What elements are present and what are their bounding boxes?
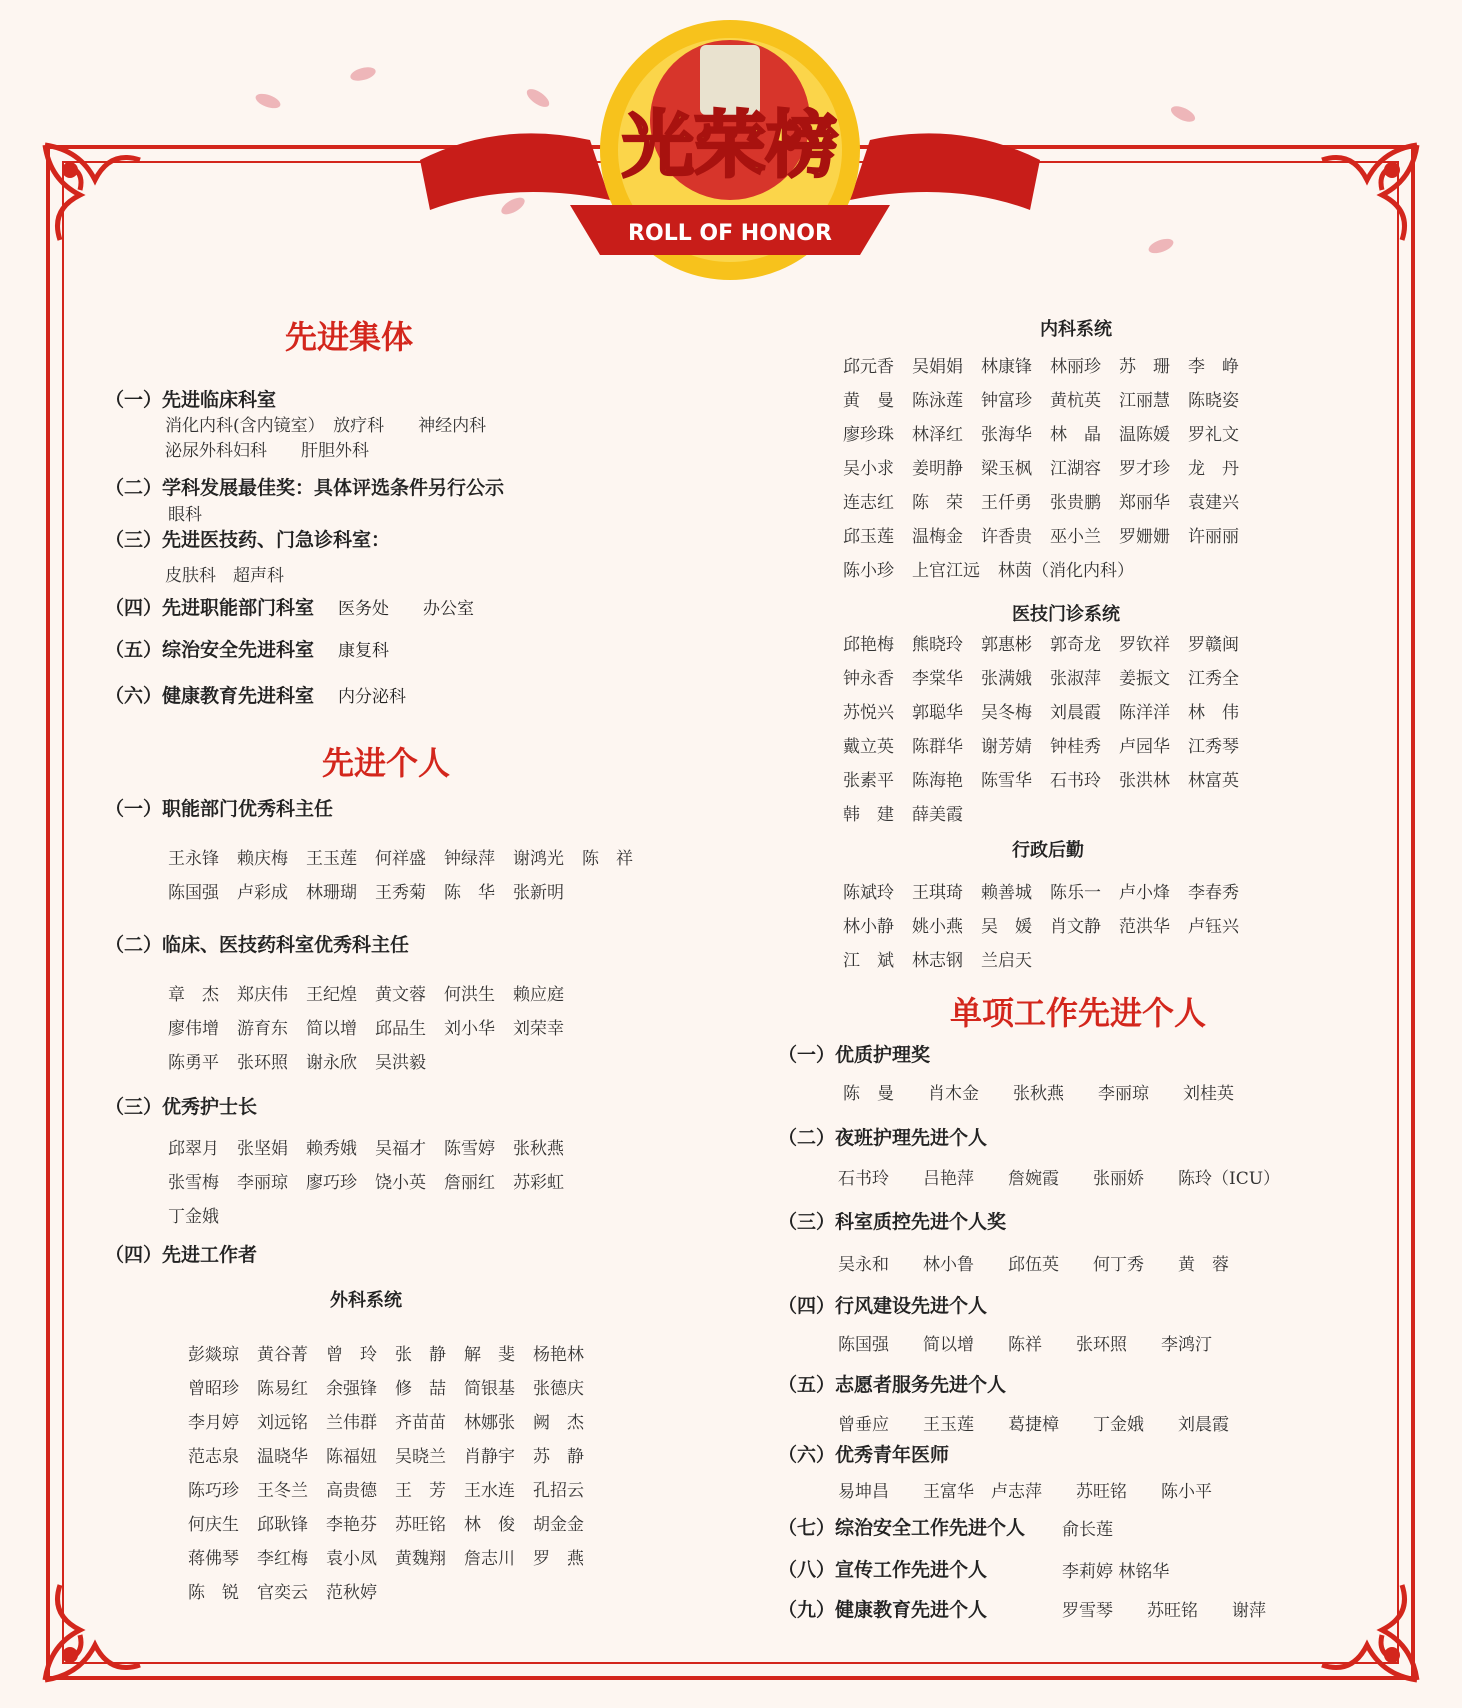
person-name: 赖善城 [981, 883, 1032, 903]
person-name: 邱元香 [843, 357, 894, 377]
person-name: 王冬兰 [257, 1481, 308, 1501]
person-name: 姜振文 [1119, 669, 1170, 689]
person-name: 陈 锐 [188, 1583, 239, 1603]
person-name: 江秀琴 [1188, 737, 1239, 757]
name-row [188, 1340, 602, 1374]
person-name: 简银基 [464, 1379, 515, 1399]
name-row [168, 878, 651, 912]
person-name: 林 伟 [1188, 703, 1239, 723]
person-name: 张秋燕 [513, 1139, 564, 1159]
name-row [188, 1578, 602, 1612]
surgery-names [188, 1340, 602, 1612]
person-name: 张洪林 [1119, 771, 1170, 791]
person-name: 王 芳 [395, 1481, 446, 1501]
person-name: 王永锋 [168, 849, 219, 869]
person-name: 邱品生 [375, 1019, 426, 1039]
c6-title: （六）健康教育先进科室 内分泌科 [105, 685, 407, 707]
person-name: 罗才珍 [1119, 459, 1170, 479]
person-name: 熊晓玲 [912, 635, 963, 655]
tech-names [843, 630, 1257, 834]
person-name: 邱耿锋 [257, 1515, 308, 1535]
s6-line: 易坤昌 王富华 卢志萍 苏旺铭 陈小平 [838, 1482, 1212, 1502]
person-name: 王仟勇 [981, 493, 1032, 513]
person-name: 陈 祥 [582, 849, 633, 869]
person-name: 胡金金 [533, 1515, 584, 1535]
name-row [843, 630, 1257, 664]
person-name: 姚小燕 [912, 917, 963, 937]
roll-of-honor-banner [420, 10, 1040, 290]
name-row [843, 386, 1257, 420]
person-name: 卢钰兴 [1188, 917, 1239, 937]
single-title: 单项工作先进个人 [950, 994, 1207, 1032]
person-name: 林小静 [843, 917, 894, 937]
person-name: 袁小凤 [326, 1549, 377, 1569]
person-name: 李丽琼 [237, 1173, 288, 1193]
i2-names [168, 980, 582, 1082]
name-row [843, 946, 1257, 980]
banner-subtitle: ROLL OF HONOR [628, 221, 832, 246]
s3-line: 吴永和 林小鲁 邱伍英 何丁秀 黄 蓉 [838, 1255, 1229, 1275]
person-name: 谢永欣 [306, 1053, 357, 1073]
corner-ornament-top-left [40, 140, 150, 250]
person-name: 官奕云 [257, 1583, 308, 1603]
person-name: 余强锋 [326, 1379, 377, 1399]
person-name: 李艳芬 [326, 1515, 377, 1535]
s8-inline: 李莉婷 林铭华 [1062, 1562, 1170, 1582]
person-name: 石书玲 [1050, 771, 1101, 791]
i3-title: （三）优秀护士长 [105, 1096, 258, 1118]
person-name: 廖珍珠 [843, 425, 894, 445]
person-name: 陈斌玲 [843, 883, 894, 903]
name-row [843, 420, 1257, 454]
s5-line: 曾垂应 王玉莲 葛捷樟 丁金娥 刘晨霞 [838, 1415, 1229, 1435]
person-name: 刘远铭 [257, 1413, 308, 1433]
person-name: 张环照 [237, 1053, 288, 1073]
person-name: 吴小求 [843, 459, 894, 479]
person-name: 黄魏翔 [395, 1549, 446, 1569]
name-row [843, 698, 1257, 732]
person-name: 林娜张 [464, 1413, 515, 1433]
person-name: 吴娟娟 [912, 357, 963, 377]
person-name: 林志钢 [912, 951, 963, 971]
person-name: 饶小英 [375, 1173, 426, 1193]
person-name: 孔招云 [533, 1481, 584, 1501]
person-name: 谢芳婧 [981, 737, 1032, 757]
person-name: 张贵鹏 [1050, 493, 1101, 513]
person-name: 赖应庭 [513, 985, 564, 1005]
name-row [843, 352, 1257, 386]
person-name: 王琪琦 [912, 883, 963, 903]
person-name: 苏旺铭 [395, 1515, 446, 1535]
person-name: 巫小兰 [1050, 527, 1101, 547]
person-name: 高贵德 [326, 1481, 377, 1501]
person-name: 刘小华 [444, 1019, 495, 1039]
person-name: 李 峥 [1188, 357, 1239, 377]
person-name: 林丽珍 [1050, 357, 1101, 377]
c6-inline: 内分泌科 [338, 687, 407, 707]
person-name: 林 晶 [1050, 425, 1101, 445]
name-row [843, 800, 1257, 834]
s6-title: （六）优秀青年医师 [778, 1444, 950, 1466]
s7-title: （七）综治安全工作先进个人 [778, 1517, 1026, 1539]
person-name: 张淑萍 [1050, 669, 1101, 689]
s9-title: （九）健康教育先进个人 [778, 1599, 988, 1621]
c5-inline: 康复科 [338, 641, 390, 661]
s5-title: （五）志愿者服务先进个人 [778, 1374, 1007, 1396]
person-name: 齐苗苗 [395, 1413, 446, 1433]
person-name: 廖伟增 [168, 1019, 219, 1039]
person-name: 詹志川 [464, 1549, 515, 1569]
person-name: 钟永香 [843, 669, 894, 689]
petal-decoration [349, 65, 377, 83]
person-name: 林茵（消化内科） [998, 561, 1134, 581]
s2-line: 石书玲 吕艳萍 詹婉霞 张丽娇 陈玲（ICU） [838, 1169, 1281, 1189]
person-name: 赖庆梅 [237, 849, 288, 869]
person-name: 杨艳林 [533, 1345, 584, 1365]
person-name: 郭奇龙 [1050, 635, 1101, 655]
person-name: 戴立英 [843, 737, 894, 757]
person-name: 张德庆 [533, 1379, 584, 1399]
person-name: 温陈媛 [1119, 425, 1170, 445]
s7-inline: 俞长莲 [1062, 1520, 1113, 1540]
person-name: 卢彩成 [237, 883, 288, 903]
person-name: 刘晨霞 [1050, 703, 1101, 723]
person-name: 陈群华 [912, 737, 963, 757]
person-name: 王玉莲 [306, 849, 357, 869]
s2-title: （二）夜班护理先进个人 [778, 1127, 988, 1149]
person-name: 吴洪毅 [375, 1053, 426, 1073]
person-name: 曾 玲 [326, 1345, 377, 1365]
name-row [168, 1014, 582, 1048]
i1-title: （一）职能部门优秀科主任 [105, 798, 334, 820]
name-row [188, 1442, 602, 1476]
person-name: 丁金娥 [168, 1207, 219, 1227]
person-name: 游育东 [237, 1019, 288, 1039]
person-name: 吴福才 [375, 1139, 426, 1159]
c1-title: （一）先进临床科室 [105, 389, 277, 411]
person-name: 李春秀 [1188, 883, 1239, 903]
ribbon-right [850, 133, 1040, 210]
person-name: 韩 建 [843, 805, 894, 825]
person-name: 梁玉枫 [981, 459, 1032, 479]
name-row [843, 766, 1257, 800]
person-name: 张素平 [843, 771, 894, 791]
name-row [168, 980, 582, 1014]
person-name: 邱玉莲 [843, 527, 894, 547]
person-name: 陈福妞 [326, 1447, 377, 1467]
person-name: 罗礼文 [1188, 425, 1239, 445]
person-name: 卢小烽 [1119, 883, 1170, 903]
person-name: 彭燚琼 [188, 1345, 239, 1365]
person-name: 邱翠月 [168, 1139, 219, 1159]
s3-title: （三）科室质控先进个人奖 [778, 1211, 1007, 1233]
person-name: 刘荣幸 [513, 1019, 564, 1039]
petal-decoration [254, 91, 283, 111]
person-name: 陈勇平 [168, 1053, 219, 1073]
s9-inline: 罗雪琴 苏旺铭 谢萍 [1062, 1601, 1266, 1621]
person-name: 姜明静 [912, 459, 963, 479]
person-name: 李棠华 [912, 669, 963, 689]
person-name: 林 俊 [464, 1515, 515, 1535]
person-name: 兰伟群 [326, 1413, 377, 1433]
c1-line1: 消化内科(含内镜室） 放疗科 神经内科 [165, 416, 487, 436]
person-name: 陈洋洋 [1119, 703, 1170, 723]
person-name: 张海华 [981, 425, 1032, 445]
person-name: 章 杰 [168, 985, 219, 1005]
person-name: 陈易红 [257, 1379, 308, 1399]
s4-line: 陈国强 简以增 陈祥 张环照 李鸿汀 [838, 1335, 1212, 1355]
banner-title: 光荣榜 [621, 103, 839, 187]
corner-ornament-top-right [1312, 140, 1422, 250]
person-name: 范秋婷 [326, 1583, 377, 1603]
name-row [168, 1134, 582, 1168]
corner-ornament-bottom-right [1312, 1575, 1422, 1685]
person-name: 黄谷菁 [257, 1345, 308, 1365]
person-name: 何祥盛 [375, 849, 426, 869]
s4-title: （四）行风建设先进个人 [778, 1295, 988, 1317]
person-name: 谢鸿光 [513, 849, 564, 869]
person-name: 钟绿萍 [444, 849, 495, 869]
name-row [188, 1510, 602, 1544]
s1-line: 陈 曼 肖木金 张秋燕 李丽琼 刘桂英 [843, 1084, 1234, 1104]
admin-names [843, 878, 1257, 980]
person-name: 张坚娟 [237, 1139, 288, 1159]
person-name: 吴 媛 [981, 917, 1032, 937]
person-name: 林富英 [1188, 771, 1239, 791]
name-row [843, 454, 1257, 488]
name-row [843, 488, 1257, 522]
person-name: 陈雪婷 [444, 1139, 495, 1159]
person-name: 温晓华 [257, 1447, 308, 1467]
person-name: 郑丽华 [1119, 493, 1170, 513]
person-name: 罗钦祥 [1119, 635, 1170, 655]
person-name: 陈小珍 [843, 561, 894, 581]
name-row [188, 1408, 602, 1442]
person-name: 许香贵 [981, 527, 1032, 547]
c5-title: （五）综治安全先进科室 康复科 [105, 639, 390, 661]
name-row [168, 1202, 582, 1236]
person-name: 李月婷 [188, 1413, 239, 1433]
person-name: 陈国强 [168, 883, 219, 903]
name-row [168, 1048, 582, 1082]
name-row [843, 522, 1257, 556]
person-name: 陈海艳 [912, 771, 963, 791]
i3-names [168, 1134, 582, 1236]
person-name: 曾昭珍 [188, 1379, 239, 1399]
c4-inline: 医务处 办公室 [338, 599, 475, 619]
person-name: 詹丽红 [444, 1173, 495, 1193]
person-name: 郑庆伟 [237, 985, 288, 1005]
person-name: 肖静宇 [464, 1447, 515, 1467]
person-name: 林泽红 [912, 425, 963, 445]
admin-title: 行政后勤 [1012, 840, 1084, 861]
person-name: 陈乐一 [1050, 883, 1101, 903]
name-row [843, 912, 1257, 946]
name-row [188, 1374, 602, 1408]
person-name: 解 斐 [464, 1345, 515, 1365]
name-row [168, 844, 651, 878]
name-row [188, 1544, 602, 1578]
petal-decoration [1169, 103, 1198, 125]
name-row [843, 878, 1257, 912]
person-name: 陈泳莲 [912, 391, 963, 411]
person-name: 钟桂秀 [1050, 737, 1101, 757]
person-name: 许丽丽 [1188, 527, 1239, 547]
person-name: 苏彩虹 [513, 1173, 564, 1193]
internal-names [843, 352, 1257, 590]
person-name: 卢园华 [1119, 737, 1170, 757]
person-name: 阙 杰 [533, 1413, 584, 1433]
ribbon-left [420, 133, 610, 210]
c3-line: 皮肤科 超声科 [165, 566, 284, 586]
name-row [168, 1168, 582, 1202]
person-name: 赖秀娥 [306, 1139, 357, 1159]
i4-title: （四）先进工作者 [105, 1244, 258, 1266]
person-name: 薛美霞 [912, 805, 963, 825]
person-name: 范志泉 [188, 1447, 239, 1467]
person-name: 兰启天 [981, 951, 1032, 971]
person-name: 林珊瑚 [306, 883, 357, 903]
person-name: 廖巧珍 [306, 1173, 357, 1193]
person-name: 罗姗姗 [1119, 527, 1170, 547]
person-name: 罗 燕 [533, 1549, 584, 1569]
person-name: 张满娥 [981, 669, 1032, 689]
person-name: 连志红 [843, 493, 894, 513]
person-name: 苏 静 [533, 1447, 584, 1467]
person-name: 简以增 [306, 1019, 357, 1039]
c4-title: （四）先进职能部门科室 医务处 办公室 [105, 597, 475, 619]
person-name: 邱艳梅 [843, 635, 894, 655]
person-name: 郭聪华 [912, 703, 963, 723]
person-name: 张 静 [395, 1345, 446, 1365]
collective-title: 先进集体 [285, 318, 414, 356]
person-name: 江 斌 [843, 951, 894, 971]
i1-names [168, 844, 651, 912]
c2-title: （二）学科发展最佳奖：具体评选条件另行公示 [105, 477, 505, 499]
person-name: 何洪生 [444, 985, 495, 1005]
name-row [188, 1476, 602, 1510]
c1-line2: 泌尿外科妇科 肝胆外科 [165, 441, 369, 461]
person-name: 苏悦兴 [843, 703, 894, 723]
person-name: 江湖容 [1050, 459, 1101, 479]
person-name: 陈晓姿 [1188, 391, 1239, 411]
person-name: 龙 丹 [1188, 459, 1239, 479]
person-name: 苏 珊 [1119, 357, 1170, 377]
person-name: 上官江远 [912, 561, 980, 581]
person-name: 郭惠彬 [981, 635, 1032, 655]
person-name: 张雪梅 [168, 1173, 219, 1193]
name-row [843, 732, 1257, 766]
person-name: 修 喆 [395, 1379, 446, 1399]
tech-title: 医技门诊系统 [1012, 604, 1120, 625]
person-name: 袁建兴 [1188, 493, 1239, 513]
person-name: 何庆生 [188, 1515, 239, 1535]
person-name: 肖文静 [1050, 917, 1101, 937]
person-name: 钟富珍 [981, 391, 1032, 411]
c3-title: （三）先进医技药、门急诊科室： [105, 529, 391, 551]
s1-title: （一）优质护理奖 [778, 1044, 931, 1066]
person-name: 陈 华 [444, 883, 495, 903]
person-name: 吴冬梅 [981, 703, 1032, 723]
name-row [843, 664, 1257, 698]
person-name: 陈 荣 [912, 493, 963, 513]
person-name: 陈巧珍 [188, 1481, 239, 1501]
person-name: 罗赣闽 [1188, 635, 1239, 655]
person-name: 张新明 [513, 883, 564, 903]
person-name: 吴晓兰 [395, 1447, 446, 1467]
person-name: 李红梅 [257, 1549, 308, 1569]
person-name: 江秀全 [1188, 669, 1239, 689]
c2-line: 眼科 [168, 505, 202, 525]
person-name: 蒋佛琴 [188, 1549, 239, 1569]
person-name: 王秀菊 [375, 883, 426, 903]
individual-title: 先进个人 [322, 744, 451, 782]
internal-title: 内科系统 [1040, 319, 1112, 340]
person-name: 陈雪华 [981, 771, 1032, 791]
person-name: 黄文蓉 [375, 985, 426, 1005]
person-name: 王纪煌 [306, 985, 357, 1005]
name-row [843, 556, 1257, 590]
corner-ornament-bottom-left [40, 1575, 150, 1685]
i2-title: （二）临床、医技药科室优秀科主任 [105, 934, 410, 956]
person-name: 温梅金 [912, 527, 963, 547]
person-name: 黄 曼 [843, 391, 894, 411]
person-name: 江丽慧 [1119, 391, 1170, 411]
person-name: 林康锋 [981, 357, 1032, 377]
person-name: 黄杭英 [1050, 391, 1101, 411]
surgery-title: 外科系统 [330, 1290, 402, 1311]
s8-title: （八）宣传工作先进个人 [778, 1559, 988, 1581]
person-name: 范洪华 [1119, 917, 1170, 937]
person-name: 王水连 [464, 1481, 515, 1501]
